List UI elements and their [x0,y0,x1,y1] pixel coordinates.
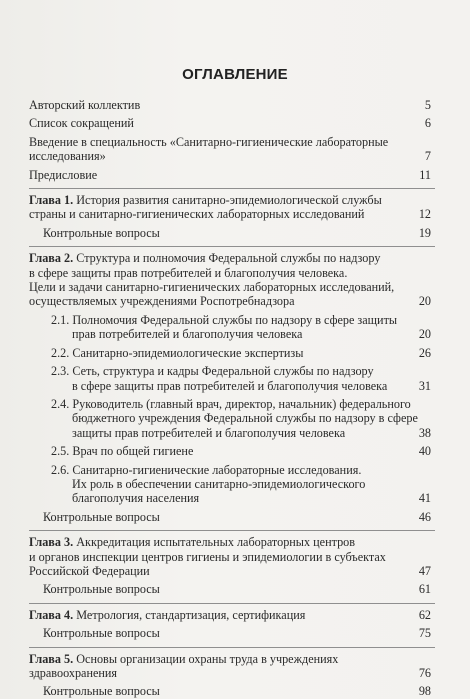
toc-entry-2-2[interactable]: 2.2. Санитарно-эпидемиологические экспертизы 26 [51,345,431,360]
table-of-contents [29,98,435,699]
toc-entry-chapter-1[interactable]: Глава 1. История развития санитарно-эпидемиологической службы страны и санитарно-гигиенических лабораторных исследований 12 [29,193,431,222]
toc-entry-ch4-questions[interactable]: Контрольные вопросы 75 [43,626,431,641]
toc-entry-chapter-2[interactable]: Глава 2. Структура и полномочия Федеральной службы по надзору в сфере защиты прав потребителей и благополучия человека. Цели и задачи санитарно-гигиенических лабораторных исследований, осуществляемых учреждениями Роспотребнадзора 20 [29,251,431,309]
toc-entry-2-3[interactable]: 2.3. Сеть, структура и кадры Федеральной службы по надзору в сфере защиты прав потребителей и благополучия человека 31 [51,364,431,393]
toc-entry-chapter-3[interactable]: Глава 3. Аккредитация испытательных лабораторных центров и органов инспекции центров гигиены и эпидемиологии в субъектах Российской Федерации 47 [29,535,431,578]
toc-chapter-5 [29,647,435,699]
page-title: ОГЛАВЛЕНИЕ [182,66,288,83]
toc-entry-2-1[interactable]: 2.1. Полномочия Федеральной службы по надзору в сфере защиты прав потребителей и благополучия человека 20 [51,312,431,342]
toc-entry-2-5[interactable]: 2.5. Врач по общей гигиене 40 [51,444,431,459]
chapter-label: Глава 4. [29,607,74,622]
toc-entry-chapter-5[interactable]: Глава 5. Основы организации охраны труда в учреждениях здравоохранения 76 [29,651,431,680]
toc-entry-2-4[interactable]: 2.4. Руководитель (главный врач, директор, начальник) федерального бюджетного учреждения Федеральной службы по надзору в сфере защиты прав потребителей и благополучия человека 38 [51,396,431,440]
toc-entry-ch1-questions[interactable]: Контрольные вопросы 19 [43,225,431,240]
toc-entry-ch5-questions[interactable]: Контрольные вопросы 98 [43,684,431,699]
toc-entry-abbreviations[interactable]: Список сокращений 6 [29,116,431,131]
toc-chapter-3 [29,530,435,603]
chapter-label: Глава 5. [29,651,74,666]
chapter-label: Глава 1. [29,193,74,208]
toc-entry-ch2-questions[interactable]: Контрольные вопросы 46 [43,509,431,524]
toc-entry-introduction[interactable]: Введение в специальность «Санитарно-гигиенические лабораторные исследования» 7 [29,134,431,164]
toc-entry-preface[interactable]: Предисловие 11 [29,167,431,182]
toc-chapter-2 [29,246,435,530]
toc-entry-authors[interactable]: Авторский коллектив 5 [29,98,431,112]
toc-chapter-1 [29,188,435,246]
toc-entry-2-6[interactable]: 2.6. Санитарно-гигиенические лабораторные исследования. Их роль в обеспечении санитарно-эпидемиологического благополучия населения 41 [51,462,431,506]
toc-entry-chapter-4[interactable]: Глава 4. Метрология, стандартизация, сертификация 62 [29,607,431,622]
chapter-label: Глава 3. [29,535,74,550]
chapter-label: Глава 2. [29,251,74,266]
toc-entry-ch3-questions[interactable]: Контрольные вопросы 61 [43,582,431,597]
toc-chapter-4 [29,603,435,647]
toc-front-matter [29,98,435,188]
